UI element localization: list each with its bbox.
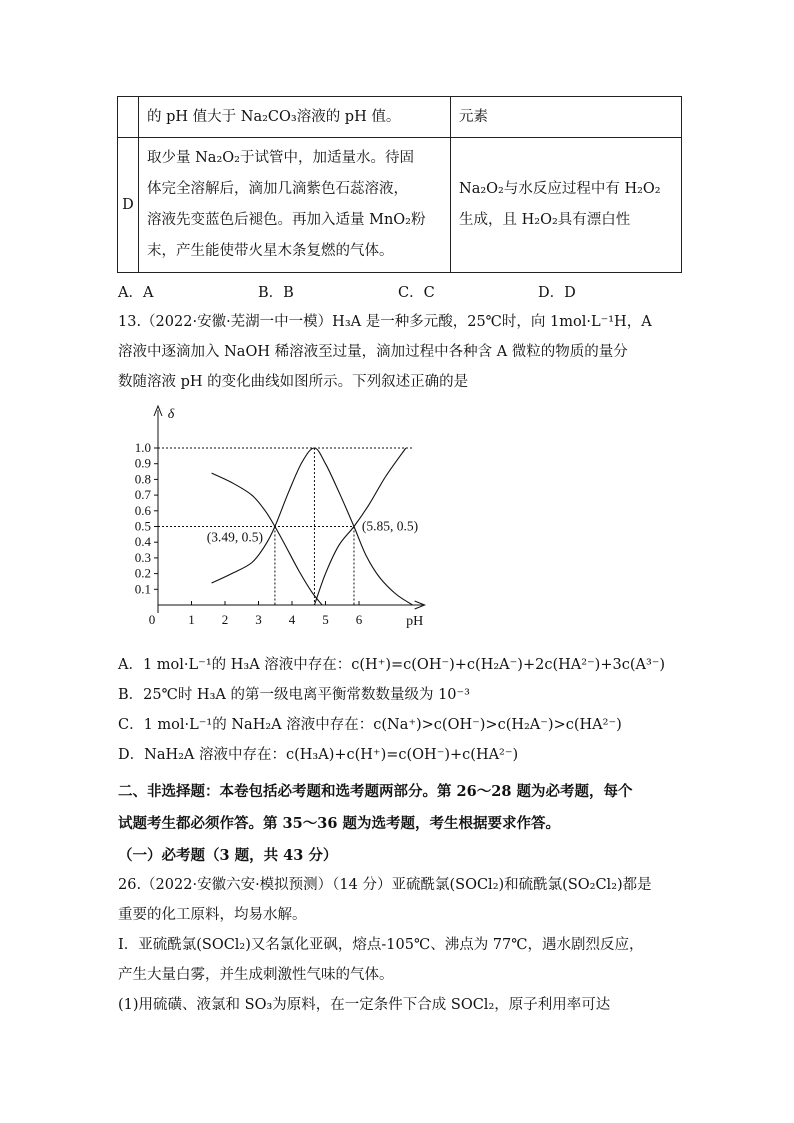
section2-heading-line: 二、非选择题：本卷包括必考题和选考题两部分。第 26～28 题为必考题，每个 bbox=[118, 783, 633, 800]
q13-stem bbox=[118, 307, 652, 397]
section2-subheading: （一）必考题（3 题，共 43 分） bbox=[118, 847, 338, 864]
table-row2-line: 取少量 Na₂O₂于试管中，加适量水。待固 bbox=[147, 150, 414, 166]
y-tick-label: 0.6 bbox=[134, 502, 151, 518]
q13-option-a: A．1 mol·L⁻¹的 H₃A 溶液中存在：c(H⁺)=c(OH⁻)+c(H₂A⁻)+2c(HA²⁻)+3c(A³⁻) bbox=[118, 657, 666, 673]
x-tick-label: 6 bbox=[355, 612, 363, 627]
table-row2-label: D bbox=[118, 138, 139, 273]
table-row2-conclusion-line: Na₂O₂与水反应过程中有 H₂O₂ bbox=[459, 181, 661, 197]
y-tick-label: 0.1 bbox=[134, 581, 151, 597]
option-a: A．A bbox=[118, 285, 154, 301]
table-row2-line: 溶液先变蓝色后褪色。再加入适量 MnO₂粉 bbox=[147, 212, 426, 228]
q13-option-b: B．25℃时 H₃A 的第一级电离平衡常数数量级为 10⁻³ bbox=[118, 687, 470, 703]
table-row2-line: 末，产生能使带火星木条复燃的气体。 bbox=[147, 243, 394, 259]
x-tick-label: 1 bbox=[188, 612, 195, 627]
q26-line: 重要的化工原料，均易水解。 bbox=[118, 907, 307, 923]
q13-stem-line: 溶液中逐滴加入 NaOH 稀溶液至过量，滴加过程中各种含 A 微粒的物质的量分 bbox=[118, 344, 628, 360]
annotation-label: (3.49, 0.5) bbox=[206, 529, 264, 545]
option-b: B．B bbox=[258, 285, 294, 301]
y-tick-label: 0.2 bbox=[134, 565, 151, 581]
q13-option-c: C．1 mol·L⁻¹的 NaH₂A 溶液中存在：c(Na⁺)>c(OH⁻)>c(H₂A⁻)>c(HA²⁻) bbox=[118, 717, 622, 733]
y-tick-label: 0.8 bbox=[134, 471, 151, 487]
x-tick-label: 0 bbox=[148, 612, 156, 627]
distribution-chart bbox=[130, 402, 470, 637]
q13-options bbox=[118, 650, 665, 770]
q26-line: I．亚硫酰氯(SOCl₂)又名氯化亚砜，熔点-105℃、沸点为 77℃，遇水剧烈反应， bbox=[118, 937, 644, 953]
option-c: C．C bbox=[398, 285, 435, 301]
annotation-label: (5.85, 0.5) bbox=[361, 518, 419, 534]
q12-options bbox=[118, 281, 718, 303]
section2-heading-line: 试题考生都必须作答。第 35～36 题为选考题，考生根据要求作答。 bbox=[118, 815, 560, 832]
option-d: D．D bbox=[538, 285, 576, 301]
x-tick-label: 3 bbox=[255, 612, 262, 627]
q26-line: 产生大量白雾，并生成刺激性气味的气体。 bbox=[118, 967, 394, 983]
y-tick-label: 0.7 bbox=[134, 487, 151, 503]
q26 bbox=[118, 870, 652, 1020]
x-tick-label: 5 bbox=[322, 612, 329, 627]
table-row1-label bbox=[118, 97, 139, 138]
question-table bbox=[117, 96, 682, 273]
table-row2-conclusion bbox=[451, 138, 682, 273]
y-axis-label: δ bbox=[167, 407, 175, 422]
q26-line: 26.（2022·安徽六安·模拟预测）（14 分）亚硫酰氯(SOCl₂)和硫酰氯(SO₂Cl₂)都是 bbox=[118, 877, 652, 893]
table-row1-conclusion: 元素 bbox=[451, 97, 682, 138]
x-axis-label: pH bbox=[406, 614, 424, 629]
x-tick-label: 4 bbox=[288, 612, 296, 627]
table-row2-line: 体完全溶解后，滴加几滴紫色石蕊溶液， bbox=[147, 181, 408, 197]
q13-option-d: D．NaH₂A 溶液中存在：c(H₃A)+c(H⁺)=c(OH⁻)+c(HA²⁻) bbox=[118, 747, 519, 763]
y-tick-label: 1.0 bbox=[134, 440, 151, 455]
table-row2-content bbox=[139, 138, 451, 273]
q26-line: (1)用硫磺、液氯和 SO₃为原料，在一定条件下合成 SOCl₂，原子利用率可达 bbox=[118, 997, 611, 1013]
y-tick-label: 0.9 bbox=[134, 455, 151, 471]
section2-heading bbox=[118, 776, 632, 872]
table-row1-content: 的 pH 值大于 Na₂CO₃溶液的 pH 值。 bbox=[139, 97, 451, 138]
q13-stem-line: 数随溶液 pH 的变化曲线如图所示。下列叙述正确的是 bbox=[118, 374, 469, 390]
table-row2-conclusion-line: 生成，且 H₂O₂具有漂白性 bbox=[459, 212, 631, 228]
x-tick-label: 2 bbox=[221, 612, 229, 627]
y-tick-label: 0.4 bbox=[134, 534, 151, 550]
q13-stem-line: 13.（2022·安徽·芜湖一中一模）H₃A 是一种多元酸，25℃时，向 1mol·L⁻¹H，A bbox=[118, 314, 652, 330]
y-tick-label: 0.3 bbox=[134, 549, 151, 565]
y-tick-label: 0.5 bbox=[134, 518, 151, 534]
